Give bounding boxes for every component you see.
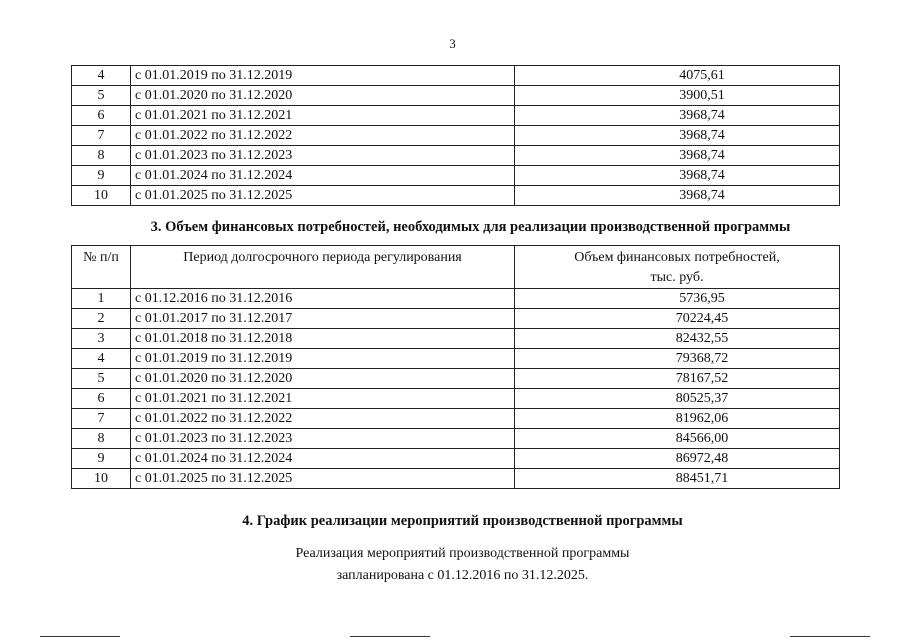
row-period: с 01.01.2025 по 31.12.2025: [131, 469, 515, 489]
table-row: [72, 126, 840, 146]
row-number: 9: [72, 166, 131, 186]
section-3-title: 3. Объем финансовых потребностей, необходимых для реализации производственной программы: [150, 219, 791, 235]
row-number: 10: [72, 186, 131, 206]
header-value: [515, 246, 840, 289]
row-number: 8: [72, 146, 131, 166]
row-period: с 01.01.2021 по 31.12.2021: [131, 389, 515, 409]
table-row: [72, 389, 840, 409]
row-value: 80525,37: [515, 389, 840, 409]
scan-edge-left: [40, 636, 120, 637]
section-4-title: 4. График реализации мероприятий производственной программы: [242, 513, 683, 529]
table-row: [72, 429, 840, 449]
row-value: 78167,52: [515, 369, 840, 389]
row-number: 2: [72, 309, 131, 329]
tariff-table-body: [72, 66, 840, 206]
financial-needs-table-body: [72, 246, 840, 489]
row-value: 81962,06: [515, 409, 840, 429]
schedule-paragraph: [10, 543, 905, 587]
header-value-line2: тыс. руб.: [650, 270, 704, 285]
tariff-table-continuation: [71, 65, 840, 206]
row-value: 84566,00: [515, 429, 840, 449]
row-value: 4075,61: [515, 66, 840, 86]
row-value: 70224,45: [515, 309, 840, 329]
row-period: с 01.01.2022 по 31.12.2022: [131, 126, 515, 146]
row-value: 3968,74: [515, 186, 840, 206]
table-row: [72, 106, 840, 126]
row-number: 4: [72, 66, 131, 86]
row-period: с 01.12.2016 по 31.12.2016: [131, 289, 515, 309]
row-number: 5: [72, 369, 131, 389]
row-value: 3968,74: [515, 106, 840, 126]
row-period: с 01.01.2018 по 31.12.2018: [131, 329, 515, 349]
table-row: [72, 369, 840, 389]
table-row: [72, 66, 840, 86]
row-period: с 01.01.2019 по 31.12.2019: [131, 66, 515, 86]
row-value: 82432,55: [515, 329, 840, 349]
row-number: 1: [72, 289, 131, 309]
table-row: [72, 186, 840, 206]
row-value: 88451,71: [515, 469, 840, 489]
row-period: с 01.01.2020 по 31.12.2020: [131, 369, 515, 389]
row-number: 5: [72, 86, 131, 106]
table-row: [72, 289, 840, 309]
financial-needs-table: [71, 245, 840, 489]
header-period: Период долгосрочного периода регулирования: [131, 246, 515, 289]
table-row: [72, 349, 840, 369]
schedule-line-1: Реализация мероприятий производственной программы: [295, 546, 630, 561]
row-number: 4: [72, 349, 131, 369]
row-value: 3968,74: [515, 166, 840, 186]
page-number: 3: [449, 36, 456, 51]
row-value: 3900,51: [515, 86, 840, 106]
row-period: с 01.01.2022 по 31.12.2022: [131, 409, 515, 429]
table-row: [72, 469, 840, 489]
row-period: с 01.01.2023 по 31.12.2023: [131, 146, 515, 166]
row-number: 7: [72, 126, 131, 146]
table-row: [72, 166, 840, 186]
row-value: 3968,74: [515, 126, 840, 146]
schedule-line-2: запланирована с 01.12.2016 по 31.12.2025.: [336, 568, 589, 583]
table-row: [72, 86, 840, 106]
row-period: с 01.01.2021 по 31.12.2021: [131, 106, 515, 126]
table-row: [72, 309, 840, 329]
row-number: 6: [72, 389, 131, 409]
row-number: 6: [72, 106, 131, 126]
row-period: с 01.01.2023 по 31.12.2023: [131, 429, 515, 449]
row-period: с 01.01.2024 по 31.12.2024: [131, 449, 515, 469]
scan-edge-middle: [350, 636, 430, 637]
row-period: с 01.01.2020 по 31.12.2020: [131, 86, 515, 106]
row-period: с 01.01.2017 по 31.12.2017: [131, 309, 515, 329]
table-row: [72, 146, 840, 166]
row-value: 79368,72: [515, 349, 840, 369]
row-value: 86972,48: [515, 449, 840, 469]
row-number: 7: [72, 409, 131, 429]
row-value: 5736,95: [515, 289, 840, 309]
header-value-line1: Объем финансовых потребностей,: [574, 250, 780, 265]
table-row: [72, 409, 840, 429]
row-number: 10: [72, 469, 131, 489]
row-period: с 01.01.2024 по 31.12.2024: [131, 166, 515, 186]
table-row: [72, 449, 840, 469]
row-number: 9: [72, 449, 131, 469]
row-number: 3: [72, 329, 131, 349]
table-header-row: [72, 246, 840, 289]
row-number: 8: [72, 429, 131, 449]
row-value: 3968,74: [515, 146, 840, 166]
header-num: № п/п: [72, 246, 131, 289]
scan-edge-right: [790, 636, 870, 637]
row-period: с 01.01.2019 по 31.12.2019: [131, 349, 515, 369]
row-period: с 01.01.2025 по 31.12.2025: [131, 186, 515, 206]
table-row: [72, 329, 840, 349]
